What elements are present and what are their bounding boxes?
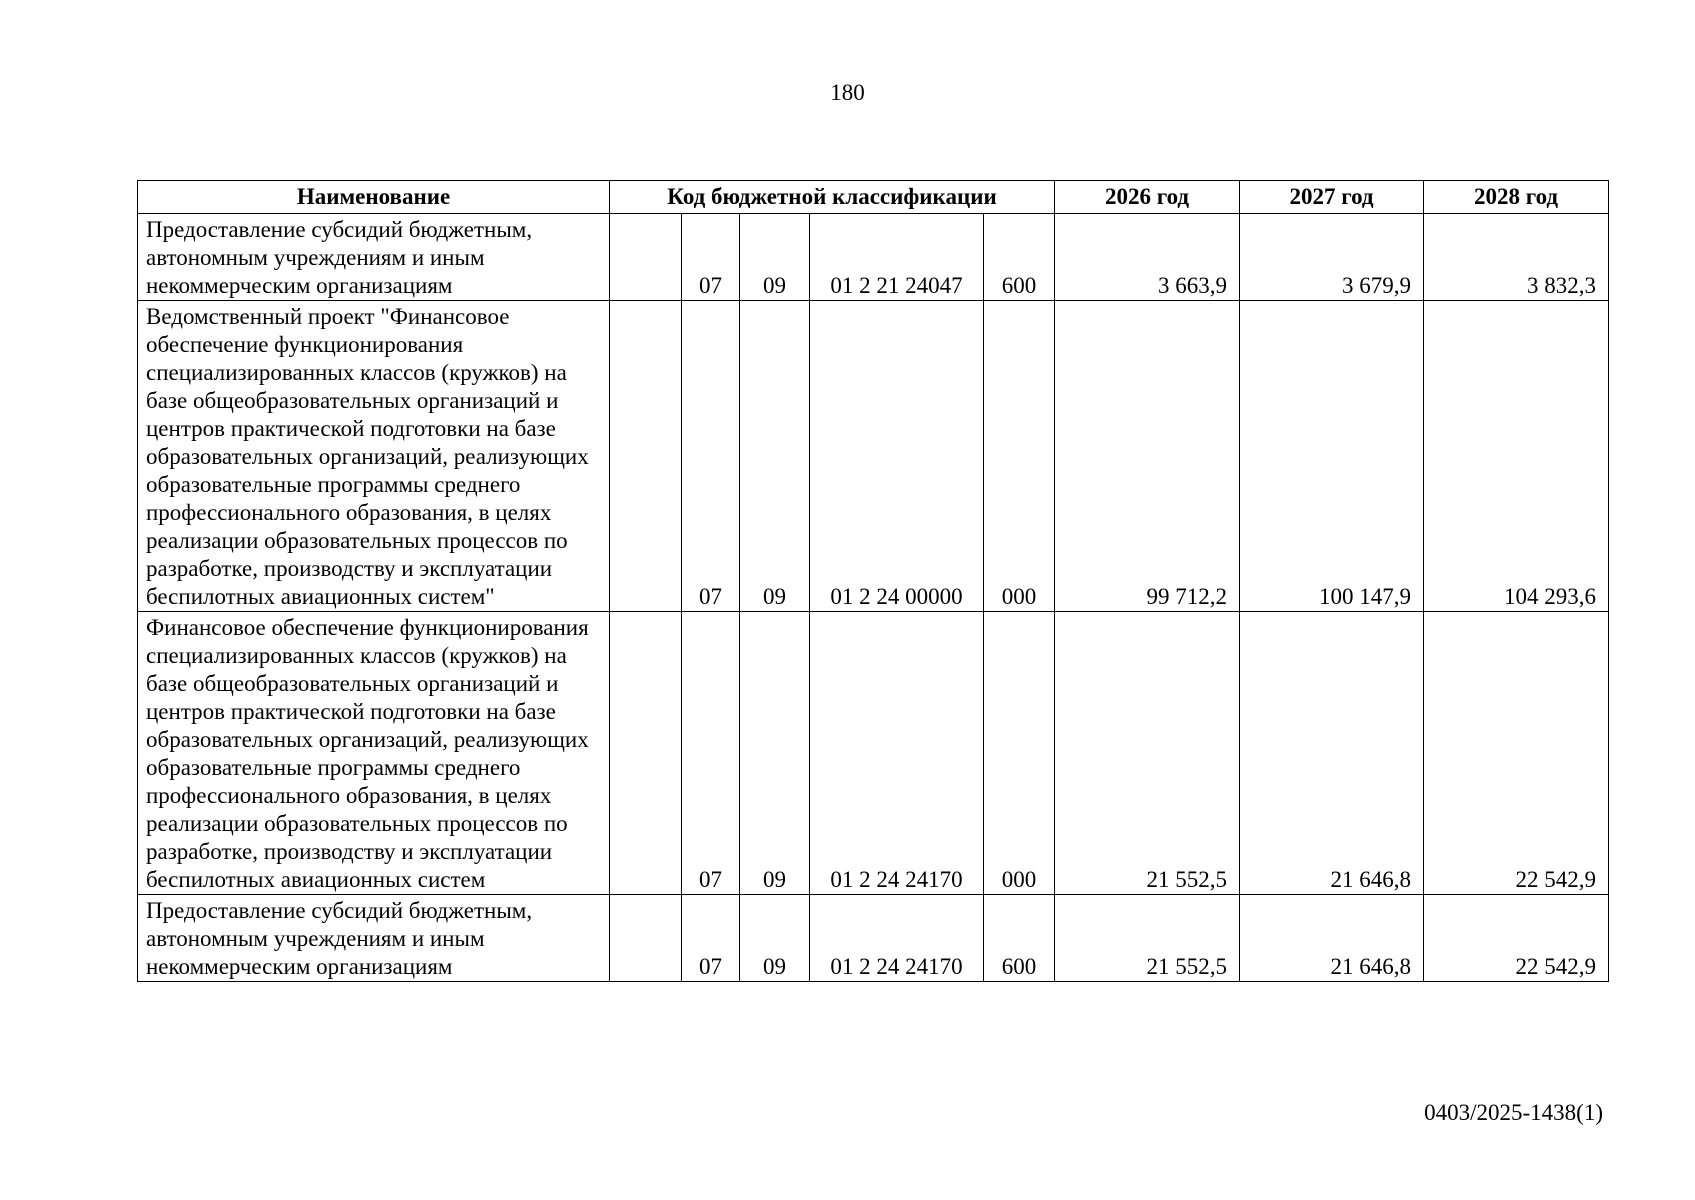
row-code-empty [610,214,682,301]
row-value-2028: 22 542,9 [1424,612,1609,895]
header-2026: 2026 год [1055,181,1240,214]
row-value-2027: 21 646,8 [1240,612,1424,895]
header-2028: 2028 год [1424,181,1609,214]
row-value-2027: 100 147,9 [1240,301,1424,612]
row-code-section: 07 [682,612,740,895]
row-name: Предоставление субсидий бюджетным, автономным учреждениям и иным некоммерческим организациям [138,895,610,982]
row-code-subsection: 09 [740,612,810,895]
row-name: Финансовое обеспечение функционирования специализированных классов (кружков) на базе общеобразовательных организаций и центров практической подготовки на базе образовательных организаций, реализующих образовательные программы среднего профессионального образования, в целях реализации образовательных процессов по разработке, производству и эксплуатации беспилотных авиационных систем [138,612,610,895]
row-code-section: 07 [682,301,740,612]
row-value-2028: 3 832,3 [1424,214,1609,301]
header-2027: 2027 год [1240,181,1424,214]
table-row [138,301,1609,612]
row-value-2027: 3 679,9 [1240,214,1424,301]
row-code-expense-type: 600 [984,895,1055,982]
row-code-expense-type: 000 [984,301,1055,612]
row-code-subsection: 09 [740,895,810,982]
table-row [138,895,1609,982]
row-value-2028: 104 293,6 [1424,301,1609,612]
row-code-target: 01 2 24 00000 [810,301,984,612]
row-value-2026: 21 552,5 [1055,895,1240,982]
row-code-empty [610,301,682,612]
row-code-expense-type: 000 [984,612,1055,895]
row-value-2026: 99 712,2 [1055,301,1240,612]
row-name: Ведомственный проект "Финансовое обеспечение функционирования специализированных классов (кружков) на базе общеобразовательных организаций и центров практической подготовки на базе образовательных организаций, реализующих образовательные программы среднего профессионального образования, в целях реализации образовательных процессов по разработке, производству и эксплуатации беспилотных авиационных систем" [138,301,610,612]
row-code-target: 01 2 21 24047 [810,214,984,301]
header-name: Наименование [138,181,610,214]
row-code-subsection: 09 [740,214,810,301]
row-code-expense-type: 600 [984,214,1055,301]
row-value-2026: 3 663,9 [1055,214,1240,301]
page-number: 180 [830,80,865,105]
row-name: Предоставление субсидий бюджетным, автономным учреждениям и иным некоммерческим организациям [138,214,610,301]
row-code-empty [610,612,682,895]
row-code-target: 01 2 24 24170 [810,612,984,895]
table-row [138,612,1609,895]
row-code-subsection: 09 [740,301,810,612]
document-code: 0403/2025-1438(1) [1424,1100,1603,1125]
row-value-2028: 22 542,9 [1424,895,1609,982]
header-code: Код бюджетной классификации [610,181,1055,214]
row-code-section: 07 [682,895,740,982]
row-code-section: 07 [682,214,740,301]
budget-table [137,180,1609,982]
row-value-2027: 21 646,8 [1240,895,1424,982]
row-value-2026: 21 552,5 [1055,612,1240,895]
table-row [138,214,1609,301]
row-code-target: 01 2 24 24170 [810,895,984,982]
row-code-empty [610,895,682,982]
table-header-row [138,181,1609,214]
